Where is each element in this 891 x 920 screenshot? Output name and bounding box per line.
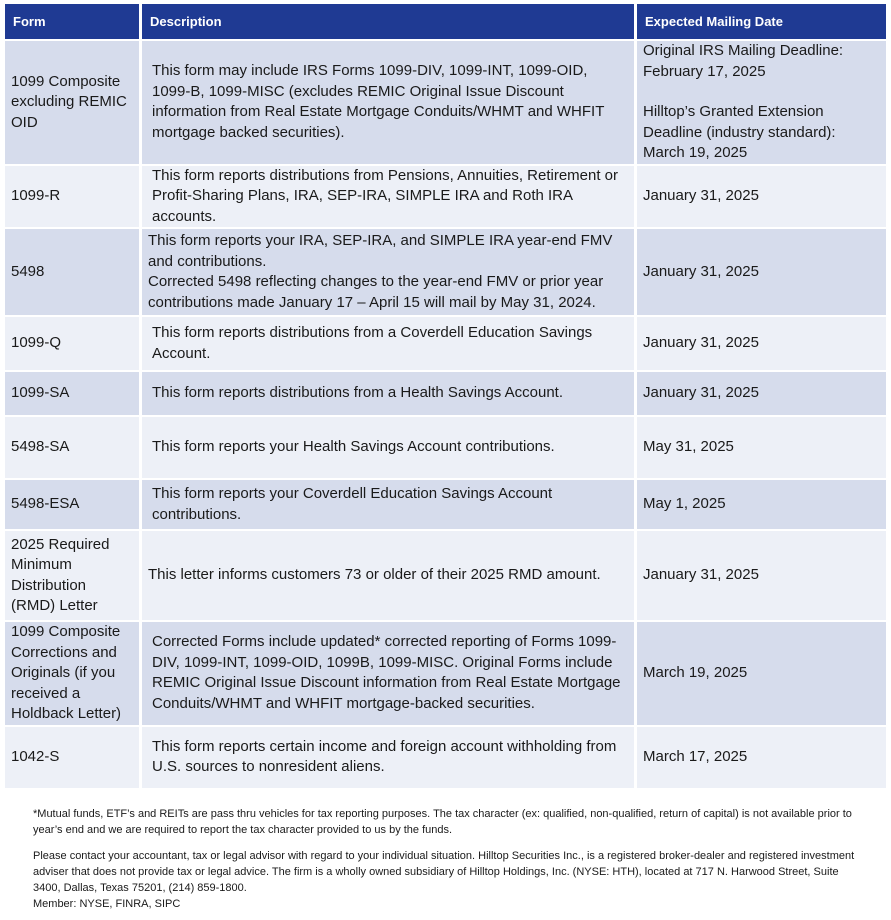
form-cell: 5498	[5, 229, 139, 315]
header-form: Form	[5, 4, 139, 39]
table-row	[5, 229, 886, 315]
description-cell	[142, 229, 634, 315]
form-cell: 2025 Required Minimum Distribution (RMD) Letter	[5, 531, 139, 620]
member-footnote: Member: NYSE, FINRA, SIPC	[33, 898, 181, 910]
table-row	[5, 166, 886, 228]
mailing-date-cell: March 17, 2025	[637, 727, 886, 788]
description-cell: Corrected Forms include updated* corrected reporting of Forms 1099-DIV, 1099-INT, 1099-OID, 1099B, 1099-MISC. Original Forms include REMIC Original Issue Discount information from Real Estate Mortgage Conduits/WHMT and WHFIT mortgage-backed securities.	[142, 622, 634, 725]
table-row	[5, 622, 886, 725]
header-expected-mailing-date: Expected Mailing Date	[637, 4, 886, 39]
form-cell: 1042-S	[5, 727, 139, 788]
description-cell: This form reports distributions from a Coverdell Education Savings Account.	[142, 317, 634, 370]
form-cell: 1099 Composite excluding REMIC OID	[5, 41, 139, 164]
mailing-date-cell: January 31, 2025	[637, 166, 886, 228]
form-cell: 1099-Q	[5, 317, 139, 370]
mailing-dates-table	[2, 2, 889, 790]
mailing-date-cell: March 19, 2025	[637, 622, 886, 725]
mutual-funds-footnote: *Mutual funds, ETF’s and REITs are pass thru vehicles for tax reporting purposes. The tax character (ex: qualified, non-qualified, return of capital) is not available prior to year’s end and we are required to report the tax character provided to us by the funds.	[33, 808, 852, 836]
description-cell: This letter informs customers 73 or older of their 2025 RMD amount.	[142, 531, 634, 620]
table-row	[5, 41, 886, 164]
form-cell: 5498-ESA	[5, 480, 139, 529]
form-cell: 1099-SA	[5, 372, 139, 415]
table-row	[5, 417, 886, 478]
table-row	[5, 480, 886, 529]
header-description: Description	[142, 4, 634, 39]
description-cell: This form reports your Coverdell Education Savings Account contributions.	[142, 480, 634, 529]
mailing-date-cell	[637, 41, 886, 164]
mailing-date-original: Original IRS Mailing Deadline: February 17, 2025	[643, 42, 844, 80]
form-cell: 1099 Composite Corrections and Originals (if you received a Holdback Letter)	[5, 622, 139, 725]
table-header-row	[5, 4, 886, 39]
mailing-date-cell: May 1, 2025	[637, 480, 886, 529]
table-row	[5, 317, 886, 370]
description-correction-note: Corrected 5498 reflecting changes to the year-end FMV or prior year contributions made January 17 – April 15 will mail by May 31, 2024.	[148, 273, 604, 311]
table-row	[5, 727, 886, 788]
description-cell: This form reports distributions from a Health Savings Account.	[142, 372, 634, 415]
description-cell: This form reports distributions from Pensions, Annuities, Retirement or Profit-Sharing Plans, IRA, SEP-IRA, SIMPLE IRA and Roth IRA accounts.	[142, 166, 634, 228]
description-line: This form reports your IRA, SEP-IRA, and SIMPLE IRA year-end FMV and contributions.	[148, 232, 613, 270]
description-cell: This form reports your Health Savings Account contributions.	[142, 417, 634, 478]
table-row	[5, 372, 886, 415]
form-cell: 5498-SA	[5, 417, 139, 478]
mailing-date-extension: Hilltop’s Granted Extension Deadline (industry standard): March 19, 2025	[643, 103, 836, 161]
table-row	[5, 531, 886, 620]
footnotes	[33, 806, 868, 912]
mailing-date-cell: January 31, 2025	[637, 229, 886, 315]
disclaimer-footnote: Please contact your accountant, tax or legal advisor with regard to your individual situation. Hilltop Securities Inc., is a registered broker-dealer and registered investment adviser that does not provide tax or legal advice. The firm is a wholly owned subsidiary of Hilltop Holdings, Inc. (NYSE: HTH), located at 717 N. Harwood Street, Suite 3400, Dallas, Texas 75201, (214) 859-1800.	[33, 850, 855, 894]
form-cell: 1099-R	[5, 166, 139, 228]
description-cell: This form may include IRS Forms 1099-DIV, 1099-INT, 1099-OID, 1099-B, 1099-MISC (excludes REMIC Original Issue Discount information from Real Estate Mortgage Conduits/WHMT and WHFIT mortgage backed securities).	[142, 41, 634, 164]
mailing-date-cell: January 31, 2025	[637, 531, 886, 620]
mailing-date-cell: January 31, 2025	[637, 317, 886, 370]
mailing-date-cell: May 31, 2025	[637, 417, 886, 478]
mailing-date-cell: January 31, 2025	[637, 372, 886, 415]
description-cell: This form reports certain income and foreign account withholding from U.S. sources to nonresident aliens.	[142, 727, 634, 788]
